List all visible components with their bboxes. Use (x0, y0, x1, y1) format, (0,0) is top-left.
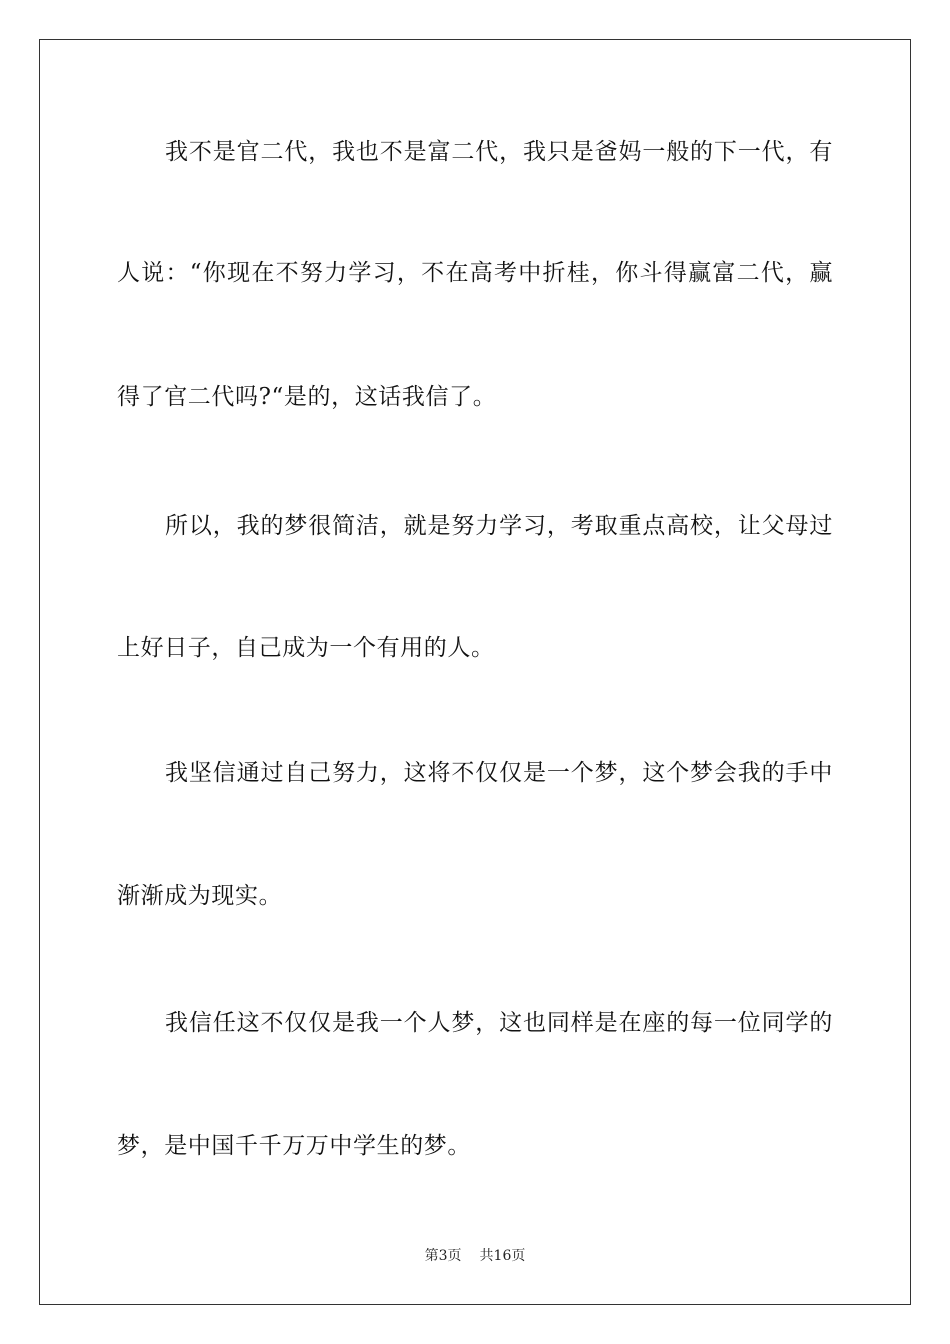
paragraph-4-line-2: 梦，是中国千千万万中学生的梦。 (117, 1133, 471, 1159)
paragraph-4-line-1: 我信任这不仅仅是我一个人梦，这也同样是在座的每一位同学的 (165, 1010, 833, 1036)
paragraph-3-line-2: 渐渐成为现实。 (117, 883, 283, 909)
paragraph-1-line-3: 得了官二代吗?“是的，这话我信了。 (117, 384, 497, 410)
total-pages: 共16页 (479, 1248, 526, 1264)
paragraph-2-line-2: 上好日子，自己成为一个有用的人。 (117, 635, 495, 661)
page-number: 第3页 (424, 1248, 462, 1264)
paragraph-2-line-1: 所以，我的梦很简洁，就是努力学习，考取重点高校，让父母过 (165, 513, 833, 539)
paragraph-3-line-1: 我坚信通过自己努力，这将不仅仅是一个梦，这个梦会我的手中 (165, 760, 833, 786)
paragraph-1-line-1: 我不是官二代，我也不是富二代，我只是爸妈一般的下一代，有 (165, 139, 833, 165)
page-footer (0, 1247, 950, 1265)
page-border (39, 39, 911, 1305)
paragraph-1-line-2: 人说：“你现在不努力学习，不在高考中折桂，你斗得赢富二代，赢 (117, 260, 833, 286)
